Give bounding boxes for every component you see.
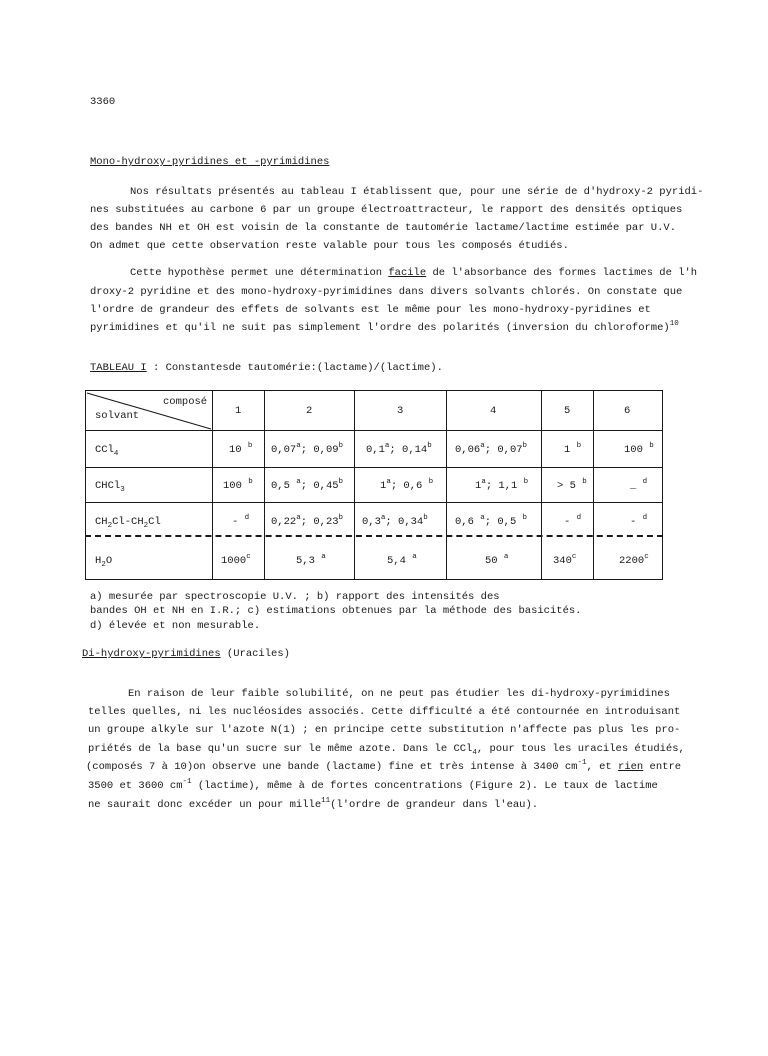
table-cell: 10 $^b$ [229,442,253,456]
table-caption [90,362,443,374]
table-cell: 5,4 $^a$ [387,553,417,567]
column-header: 3 [397,405,404,417]
section-heading-di-hydroxy [82,648,290,660]
column-header: 1 [235,405,242,417]
table-cell: 0,07$^a$; 0,09$^b$ [271,442,344,456]
paragraph1-line: nes substituées au carbone 6 par un groupe électroattracteur, le rapport des densités optiques [90,204,683,216]
table-dashed-rule [85,535,663,537]
row-solvent: $CH_2Cl-CH_2Cl$ [95,516,161,530]
paragraph2-line: droxy-2 pyridine et des mono-hydroxy-pyrimidines dans divers solvants chlorés. On constate que [90,286,683,298]
column-header: 2 [306,405,313,417]
table-cell: 100 $^b$ [223,478,253,492]
paragraph1-line: Nos résultats présentés au tableau I établissent que, pour une série de d'hydroxy-2 pyridi- [130,186,704,198]
underlined-word: facile [388,267,427,279]
table-cell: 0,1$^a$; 0,14$^b$ [366,442,432,456]
corner-label-solvant: solvant [95,410,140,422]
table-label: TABLEAU I [90,362,147,374]
table-cell: 50 $^a$ [485,553,509,567]
table-footnote: a) mesurée par spectroscopie U.V. ; b) rapport des intensités des [90,591,500,603]
table-cell: - $^d$ [564,514,582,528]
heading-rest: (Uraciles) [220,648,290,660]
paragraph1-line: On admet que cette observation reste valable pour tous les composés étudiés. [90,240,569,252]
table-rule [354,390,355,580]
text-run: de l'absorbance des formes lactimes de l'h [426,267,698,279]
column-header: 4 [490,405,497,417]
section2-line: telles quelles, ni les nucléosides associés. Cette difficulté a été contournée en introduisant [88,706,681,718]
table-cell: 100 $^b$ [624,442,654,456]
table-cell: 2200$^c$ [619,553,649,567]
section2-line: un groupe alkyle sur l'azote N(1) ; en principe cette substitution n'affecte pas plus les pro- [88,724,681,736]
row-solvent: $H_2O$ [95,555,113,569]
row-solvent: CHCl$_3$ [95,480,125,494]
table-cell: 1$^a$; 0,6 $^b$ [380,478,434,492]
page-number: 3360 [90,96,116,108]
table-cell: 0,3$^a$; 0,34$^b$ [362,514,428,528]
section2-line: En raison de leur faible solubilité, on ne peut pas étudier les di-hydroxy-pyrimidines [128,688,670,700]
table-cell: _ $^d$ [630,478,648,492]
table-rule [593,390,594,580]
table-rule [446,390,447,580]
text-run: Cette hypothèse permet une détermination [130,267,389,279]
section-heading-mono-hydroxy: Mono-hydroxy-pyridines et -pyrimidines [90,156,330,168]
underlined-word: rien [618,761,644,773]
text-run: pyrimidines et qu'il ne suit pas simplement l'ordre des polarités (inversion du chloroforme) [90,322,670,334]
paragraph2-line [130,267,697,279]
table-cell: - $^d$ [232,514,250,528]
section2-line: 3500 et 3600 $cm^{-1}$ (lactime), même à de fortes concentrations (Figure 2). Le taux de lactime [88,778,658,792]
table-cell: 0,06$^a$; 0,07$^b$ [455,442,528,456]
table-footnote: d) élevée et non mesurable. [90,620,261,632]
table-cell: 1 $^b$ [564,442,582,456]
paragraph2-line: l'ordre de grandeur des effets de solvants est le même pour les mono-hydroxy-pyridines et [90,304,651,316]
tautomerism-table [85,390,663,580]
table-cell: > 5 $^b$ [557,478,587,492]
heading-underlined: Di-hydroxy-pyrimidines [82,648,221,660]
table-rule [85,502,663,503]
section2-line: ne saurait donc excéder un pour mille$^{11}$(l'ordre de grandeur dans l'eau). [88,797,539,811]
table-cell: 1$^a$; 1,1 $^b$ [475,478,529,492]
table-rule [541,390,542,580]
table-cell: - $^d$ [630,514,648,528]
table-cell: 340$^c$ [553,553,577,567]
row-solvent: CCl$_4$ [95,444,119,458]
table-rule [85,579,663,580]
table-cell: 1000$^c$ [221,553,251,567]
reference-number: 10 [669,320,679,328]
paragraph2-line [90,322,679,334]
column-header: 6 [624,405,631,417]
section2-line: (composés 7 à 10)on observe une bande (lactame) fine et très intense à 3400 $cm^{-1}$, et rien entre [86,759,682,773]
section2-line: priétés de la base qu'un sucre sur le même azote. Dans le CCl$_4$, pour tous les uraciles étudiés, [88,743,685,757]
table-caption-text: : Constantesde tautomérie:(lactame)/(lactime). [146,362,443,374]
table-cell: 0,22$^a$; 0,23$^b$ [271,514,344,528]
table-cell: 0,6 $^a$; 0,5 $^b$ [455,514,528,528]
table-rule [264,390,265,580]
corner-label-compose: composé [163,396,208,408]
table-cell: 5,3 $^a$ [296,553,326,567]
table-rule [662,390,663,580]
column-header: 5 [564,405,571,417]
paragraph1-line: des bandes NH et OH est voisin de la constante de tautomérie lactame/lactime estimée par U.V. [90,222,676,234]
table-footnote: bandes OH et NH en I.R.; c) estimations obtenues par la méthode des basicités. [90,605,582,617]
table-cell: 0,5 $^a$; 0,45$^b$ [271,478,344,492]
table-rule [85,467,663,468]
